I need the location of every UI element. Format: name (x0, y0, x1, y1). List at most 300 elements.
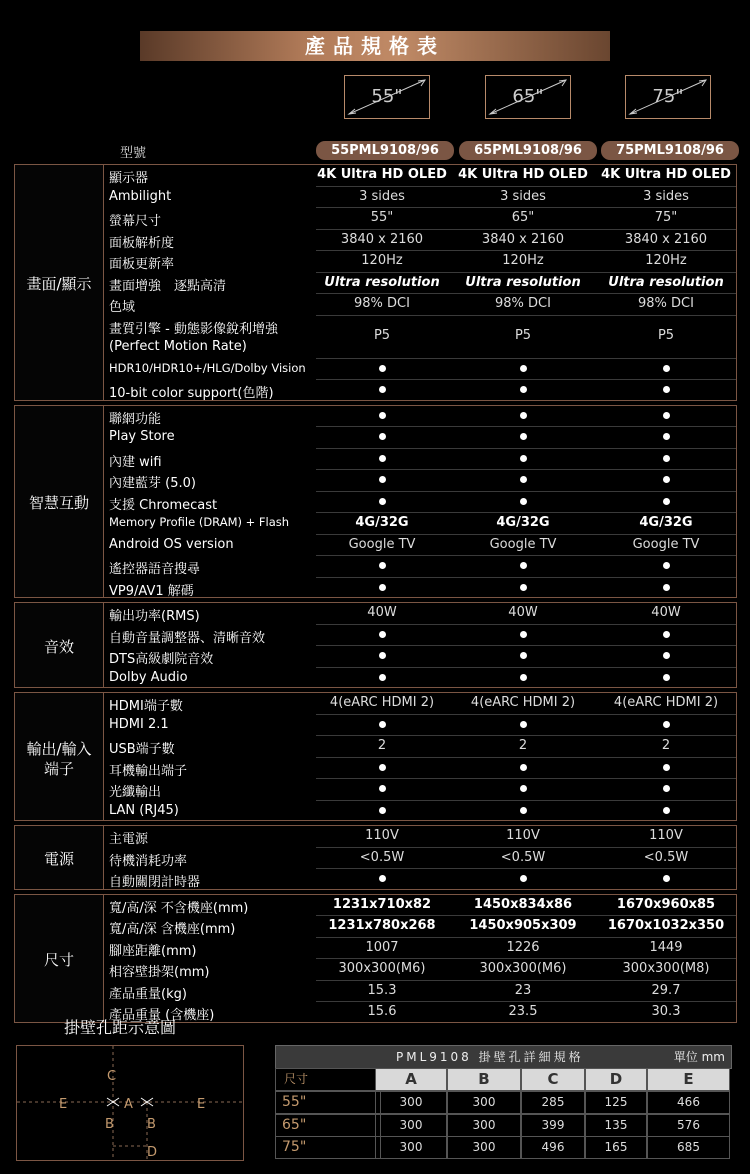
spec-name: LAN (RJ45) (109, 802, 179, 818)
feature-dot (455, 670, 591, 685)
section-category-box (14, 894, 104, 1023)
spec-row (106, 1004, 736, 1026)
supported-dot-icon (520, 764, 527, 771)
feature-dot (598, 670, 734, 685)
spec-value: <0.5W (643, 849, 689, 865)
row-divider (316, 250, 736, 251)
spec-value: <0.5W (500, 849, 546, 865)
spec-value: 1450x905x309 (469, 918, 577, 933)
supported-dot-icon (663, 562, 670, 569)
spec-value: 4K Ultra HD OLED (458, 167, 588, 182)
row-divider (316, 958, 736, 959)
column-header-cell: A (375, 1068, 447, 1091)
feature-dot (314, 803, 450, 818)
row-divider (316, 778, 736, 779)
supported-dot-icon (520, 807, 527, 814)
spec-value: P5 (373, 328, 391, 344)
spec-value: P5 (657, 328, 675, 344)
row-divider (316, 980, 736, 981)
supported-dot-icon (379, 721, 386, 728)
spec-value: 98% DCI (638, 296, 694, 311)
spec-value: 40W (508, 605, 538, 620)
supported-dot-icon (379, 764, 386, 771)
supported-dot-icon (663, 455, 670, 462)
row-divider (316, 624, 736, 625)
spec-name: 寬/高/深 不含機座(mm) (109, 900, 249, 916)
model-badge: 55PML9108/96 (316, 141, 454, 160)
feature-dot (598, 871, 734, 886)
spec-name: 面板更新率 (109, 257, 175, 272)
value-cell: 685 (647, 1136, 730, 1159)
value-cell: 466 (647, 1091, 730, 1114)
spec-name: Android OS version (109, 536, 234, 552)
label-a: A (124, 1097, 133, 1112)
spec-name: 螢幕尺寸 (109, 214, 162, 229)
value-cell: 165 (585, 1136, 647, 1159)
spec-name: 畫質引擎 - 動態影像銳利增強 (109, 321, 278, 337)
feature-dot (455, 494, 591, 509)
feature-dot (598, 717, 734, 732)
label-c: C (107, 1069, 117, 1084)
spec-name: 光纖輸出 (109, 785, 162, 800)
value-cell: 300 (375, 1114, 447, 1137)
spec-value: 3 sides (500, 188, 546, 204)
spec-value: 120Hz (645, 253, 687, 268)
wall-hole-diagram (16, 1045, 244, 1161)
spec-name: 自動關閉計時器 (109, 875, 201, 890)
size-label: 65" (512, 86, 544, 107)
feature-dot (314, 472, 450, 487)
feature-dot (314, 494, 450, 509)
supported-dot-icon (663, 674, 670, 681)
feature-dot (598, 648, 734, 663)
size-label: 55" (371, 86, 403, 107)
feature-dot (598, 627, 734, 642)
feature-dot (314, 429, 450, 444)
size-cell: 55" (275, 1091, 381, 1114)
spec-name: Ambilight (109, 188, 172, 204)
spec-name: 內建 wifi (109, 454, 162, 470)
section-category-box (14, 164, 104, 401)
wall-hole-diagram-graphic (17, 1046, 243, 1160)
spec-value: 4(eARC HDMI 2) (613, 695, 719, 710)
row-divider (316, 847, 736, 848)
feature-dot (598, 803, 734, 818)
spec-value: 300x300(M6) (479, 961, 567, 976)
spec-value: 30.3 (651, 1004, 681, 1019)
spec-value: 4(eARC HDMI 2) (329, 695, 435, 710)
row-divider (316, 757, 736, 758)
supported-dot-icon (520, 476, 527, 483)
supported-dot-icon (379, 412, 386, 419)
feature-dot (314, 670, 450, 685)
row-divider (316, 800, 736, 801)
supported-dot-icon (379, 476, 386, 483)
size-icon-65 (485, 75, 571, 119)
feature-dot (314, 760, 450, 775)
row-divider (316, 577, 736, 578)
spec-value: 75" (654, 210, 678, 225)
section-category: 電源 (43, 850, 74, 869)
spec-value: 120Hz (361, 253, 403, 268)
spec-value: 3840 x 2160 (624, 231, 708, 247)
spec-name: DTS高級劇院音效 (109, 652, 214, 667)
supported-dot-icon (663, 721, 670, 728)
model-badge: 75PML9108/96 (601, 141, 739, 160)
spec-name: Play Store (109, 429, 175, 444)
supported-dot-icon (379, 365, 386, 372)
spec-value: Ultra resolution (324, 274, 440, 290)
hole-table-title: PML9108 掛壁孔詳細規格 (396, 1050, 584, 1064)
page-title: 產品規格表 (140, 31, 610, 61)
spec-name: 產品重量 (含機座) (109, 1008, 215, 1023)
spec-name: 顯示器 (109, 171, 149, 186)
supported-dot-icon (379, 631, 386, 638)
value-cell: 285 (521, 1091, 585, 1114)
spec-value: 110V (649, 828, 683, 843)
supported-dot-icon (520, 875, 527, 882)
value-cell: 300 (447, 1091, 521, 1114)
feature-dot (455, 558, 591, 573)
section-category-box (14, 405, 104, 599)
spec-value: 3 sides (643, 188, 689, 204)
supported-dot-icon (520, 721, 527, 728)
feature-dot (598, 494, 734, 509)
row-divider (316, 448, 736, 449)
supported-dot-icon (663, 433, 670, 440)
spec-name: HDMI 2.1 (109, 716, 169, 732)
section-category-line2: 端子 (43, 759, 74, 778)
feature-dot (455, 781, 591, 796)
spec-name: 腳座距離(mm) (109, 943, 197, 959)
supported-dot-icon (663, 412, 670, 419)
section-category-box (14, 602, 104, 688)
spec-value: Ultra resolution (608, 274, 724, 290)
feature-dot (314, 781, 450, 796)
row-divider (316, 667, 736, 668)
hole-table-header (275, 1045, 732, 1069)
spec-name: 主電源 (109, 832, 149, 847)
feature-dot (598, 429, 734, 444)
spec-name: 遙控器語音搜尋 (109, 562, 201, 577)
spec-name: 耳機輸出端子 (109, 763, 188, 779)
spec-value: 15.6 (367, 1004, 397, 1019)
spec-value: Google TV (489, 536, 557, 552)
spec-value: 4K Ultra HD OLED (601, 167, 731, 182)
row-divider (316, 512, 736, 513)
spec-value: 55" (370, 210, 394, 225)
row-divider (316, 358, 736, 359)
size-header-cell: 尺寸 (275, 1068, 383, 1091)
feature-dot (455, 408, 591, 423)
label-b1: B (105, 1117, 114, 1132)
spec-value: 3840 x 2160 (481, 231, 565, 247)
row-divider (316, 379, 736, 380)
supported-dot-icon (520, 386, 527, 393)
spec-value: 2 (518, 738, 528, 753)
spec-name: 寬/高/深 含機座(mm) (109, 922, 236, 937)
feature-dot (455, 361, 591, 376)
feature-dot (314, 580, 450, 595)
feature-dot (598, 382, 734, 397)
supported-dot-icon (520, 498, 527, 505)
value-cell: 300 (375, 1136, 447, 1159)
spec-name: 聯網功能 (109, 411, 162, 427)
feature-dot (455, 648, 591, 663)
feature-dot (455, 580, 591, 595)
spec-name: HDR10/HDR10+/HLG/Dolby Vision (109, 360, 306, 375)
section-category-box (14, 825, 104, 890)
supported-dot-icon (379, 875, 386, 882)
supported-dot-icon (663, 584, 670, 591)
row-divider (316, 555, 736, 556)
supported-dot-icon (663, 785, 670, 792)
supported-dot-icon (520, 674, 527, 681)
spec-value: 120Hz (502, 253, 544, 268)
size-icon-55 (344, 75, 430, 119)
spec-row (106, 803, 736, 825)
spec-value: 2 (377, 738, 387, 753)
supported-dot-icon (663, 386, 670, 393)
label-d: D (147, 1145, 158, 1160)
spec-value: Google TV (348, 536, 416, 552)
feature-dot (314, 361, 450, 376)
supported-dot-icon (379, 433, 386, 440)
spec-value: 300x300(M8) (622, 961, 710, 976)
row-divider (316, 735, 736, 736)
spec-value: 300x300(M6) (338, 961, 426, 976)
spec-value: 15.3 (367, 982, 397, 998)
spec-value: 3 sides (359, 188, 405, 204)
feature-dot (314, 382, 450, 397)
feature-dot (455, 803, 591, 818)
spec-value: 23.5 (508, 1004, 538, 1019)
feature-dot (314, 627, 450, 642)
spec-value: 40W (367, 605, 397, 620)
model-label: 型號 (120, 146, 147, 161)
supported-dot-icon (520, 433, 527, 440)
spec-value: Ultra resolution (465, 274, 581, 290)
spec-value: 4G/32G (496, 515, 550, 530)
supported-dot-icon (379, 455, 386, 462)
spec-name: 10-bit color support(色階) (109, 386, 274, 401)
row-divider (316, 937, 736, 938)
spec-name: 畫面增強 逐點高清 (109, 278, 227, 294)
feature-dot (598, 361, 734, 376)
supported-dot-icon (663, 365, 670, 372)
feature-dot (455, 451, 591, 466)
feature-dot (314, 408, 450, 423)
feature-dot (598, 451, 734, 466)
spec-value: <0.5W (359, 849, 405, 865)
row-divider (316, 315, 736, 316)
spec-value: 1450x834x86 (473, 896, 573, 912)
spec-name: Dolby Audio (109, 669, 188, 685)
feature-dot (598, 781, 734, 796)
spec-value: 1231x710x82 (332, 896, 432, 912)
feature-dot (598, 558, 734, 573)
spec-name: 待機消耗功率 (109, 853, 188, 869)
value-cell: 576 (647, 1114, 730, 1137)
value-cell: 300 (447, 1136, 521, 1159)
row-divider (316, 915, 736, 916)
feature-dot (455, 760, 591, 775)
supported-dot-icon (379, 386, 386, 393)
value-cell: 399 (521, 1114, 585, 1137)
row-divider (316, 645, 736, 646)
wall-diagram-title: 掛壁孔距示意圖 (64, 1018, 177, 1037)
spec-value: 1007 (365, 939, 399, 955)
column-header-cell: B (447, 1068, 521, 1091)
size-cell: 65" (275, 1114, 381, 1137)
label-b2: B (147, 1117, 156, 1132)
spec-value: 1231x780x268 (328, 918, 436, 933)
value-cell: 135 (585, 1114, 647, 1137)
row-divider (316, 229, 736, 230)
supported-dot-icon (379, 562, 386, 569)
spec-value: 29.7 (651, 982, 681, 998)
feature-dot (598, 408, 734, 423)
feature-dot (598, 580, 734, 595)
spec-value: 110V (506, 828, 540, 843)
supported-dot-icon (520, 631, 527, 638)
size-cell: 75" (275, 1136, 381, 1159)
spec-name: 色域 (109, 300, 136, 315)
spec-value: 1449 (649, 939, 683, 955)
spec-value: 1670x1032x350 (607, 918, 725, 933)
feature-dot (455, 717, 591, 732)
spec-name: 面板解析度 (109, 235, 175, 251)
supported-dot-icon (379, 785, 386, 792)
feature-dot (455, 472, 591, 487)
spec-value: 4G/32G (639, 515, 693, 530)
spec-row (106, 580, 736, 602)
feature-dot (314, 648, 450, 663)
feature-dot (314, 451, 450, 466)
spec-value: 98% DCI (354, 296, 410, 311)
value-cell: 300 (447, 1114, 521, 1137)
section-category: 畫面/顯示 (26, 275, 92, 294)
value-cell: 300 (375, 1091, 447, 1114)
supported-dot-icon (663, 807, 670, 814)
supported-dot-icon (379, 674, 386, 681)
spec-value: 4G/32G (355, 515, 409, 530)
spec-value: 4(eARC HDMI 2) (470, 695, 576, 710)
spec-row (106, 871, 736, 893)
spec-name: 產品重量(kg) (109, 986, 187, 1002)
section-category: 音效 (43, 638, 74, 656)
column-header-cell: D (585, 1068, 647, 1091)
supported-dot-icon (663, 764, 670, 771)
spec-name: Memory Profile (DRAM) + Flash (109, 515, 290, 529)
row-divider (316, 426, 736, 427)
supported-dot-icon (663, 476, 670, 483)
value-cell: 125 (585, 1091, 647, 1114)
supported-dot-icon (379, 584, 386, 591)
spec-value: Google TV (632, 536, 700, 552)
supported-dot-icon (520, 562, 527, 569)
feature-dot (455, 429, 591, 444)
spec-name: 支援 Chromecast (109, 497, 218, 513)
row-divider (316, 714, 736, 715)
row-divider (316, 207, 736, 208)
section-category: 尺寸 (43, 951, 74, 969)
supported-dot-icon (520, 412, 527, 419)
spec-name: HDMI端子數 (109, 699, 183, 714)
spec-value: 40W (651, 605, 681, 620)
hole-table-unit: 單位 mm (673, 1050, 725, 1064)
spec-name-line2: (Perfect Motion Rate) (109, 339, 247, 354)
spec-value: 110V (365, 828, 399, 843)
feature-dot (455, 627, 591, 642)
feature-dot (314, 717, 450, 732)
supported-dot-icon (663, 631, 670, 638)
value-cell: 496 (521, 1136, 585, 1159)
supported-dot-icon (379, 807, 386, 814)
feature-dot (598, 760, 734, 775)
column-header-cell: C (521, 1068, 585, 1091)
section-category-box (14, 692, 104, 821)
feature-dot (598, 472, 734, 487)
spec-value: 65" (511, 210, 535, 225)
spec-name: 輸出功率(RMS) (109, 609, 200, 624)
row-divider (316, 1001, 736, 1002)
feature-dot (314, 558, 450, 573)
feature-dot (455, 871, 591, 886)
spec-value: 23 (514, 982, 532, 998)
spec-name: 自動音量調整器、清晰音效 (109, 630, 266, 646)
spec-name: 相容壁掛架(mm) (109, 965, 210, 980)
column-header-cell: E (647, 1068, 730, 1091)
spec-name: VP9/AV1 解碼 (109, 583, 194, 599)
row-divider (316, 293, 736, 294)
label-e-left: E (59, 1097, 68, 1112)
supported-dot-icon (379, 652, 386, 659)
supported-dot-icon (520, 455, 527, 462)
feature-dot (455, 382, 591, 397)
size-label: 75" (652, 86, 684, 107)
supported-dot-icon (663, 652, 670, 659)
spec-value: 1670x960x85 (616, 896, 716, 912)
spec-name: USB端子數 (109, 742, 175, 757)
spec-value: 2 (661, 738, 671, 753)
row-divider (316, 272, 736, 273)
spec-name: 內建藍芽 (5.0) (109, 476, 196, 491)
spec-row (106, 670, 736, 692)
label-e-right: E (197, 1097, 206, 1112)
row-divider (316, 534, 736, 535)
size-icon-75 (625, 75, 711, 119)
row-divider (316, 469, 736, 470)
spec-value: 98% DCI (495, 296, 551, 311)
row-divider (316, 868, 736, 869)
supported-dot-icon (379, 498, 386, 505)
supported-dot-icon (663, 875, 670, 882)
supported-dot-icon (663, 498, 670, 505)
row-divider (316, 491, 736, 492)
spec-value: P5 (514, 328, 532, 344)
supported-dot-icon (520, 365, 527, 372)
supported-dot-icon (520, 584, 527, 591)
spec-row (106, 382, 736, 404)
spec-value: 4K Ultra HD OLED (317, 167, 447, 182)
spec-row (106, 318, 736, 361)
spec-value: 3840 x 2160 (340, 231, 424, 247)
spec-value: 1226 (506, 939, 540, 955)
supported-dot-icon (520, 785, 527, 792)
row-divider (316, 186, 736, 187)
section-category: 智慧互動 (28, 494, 89, 513)
